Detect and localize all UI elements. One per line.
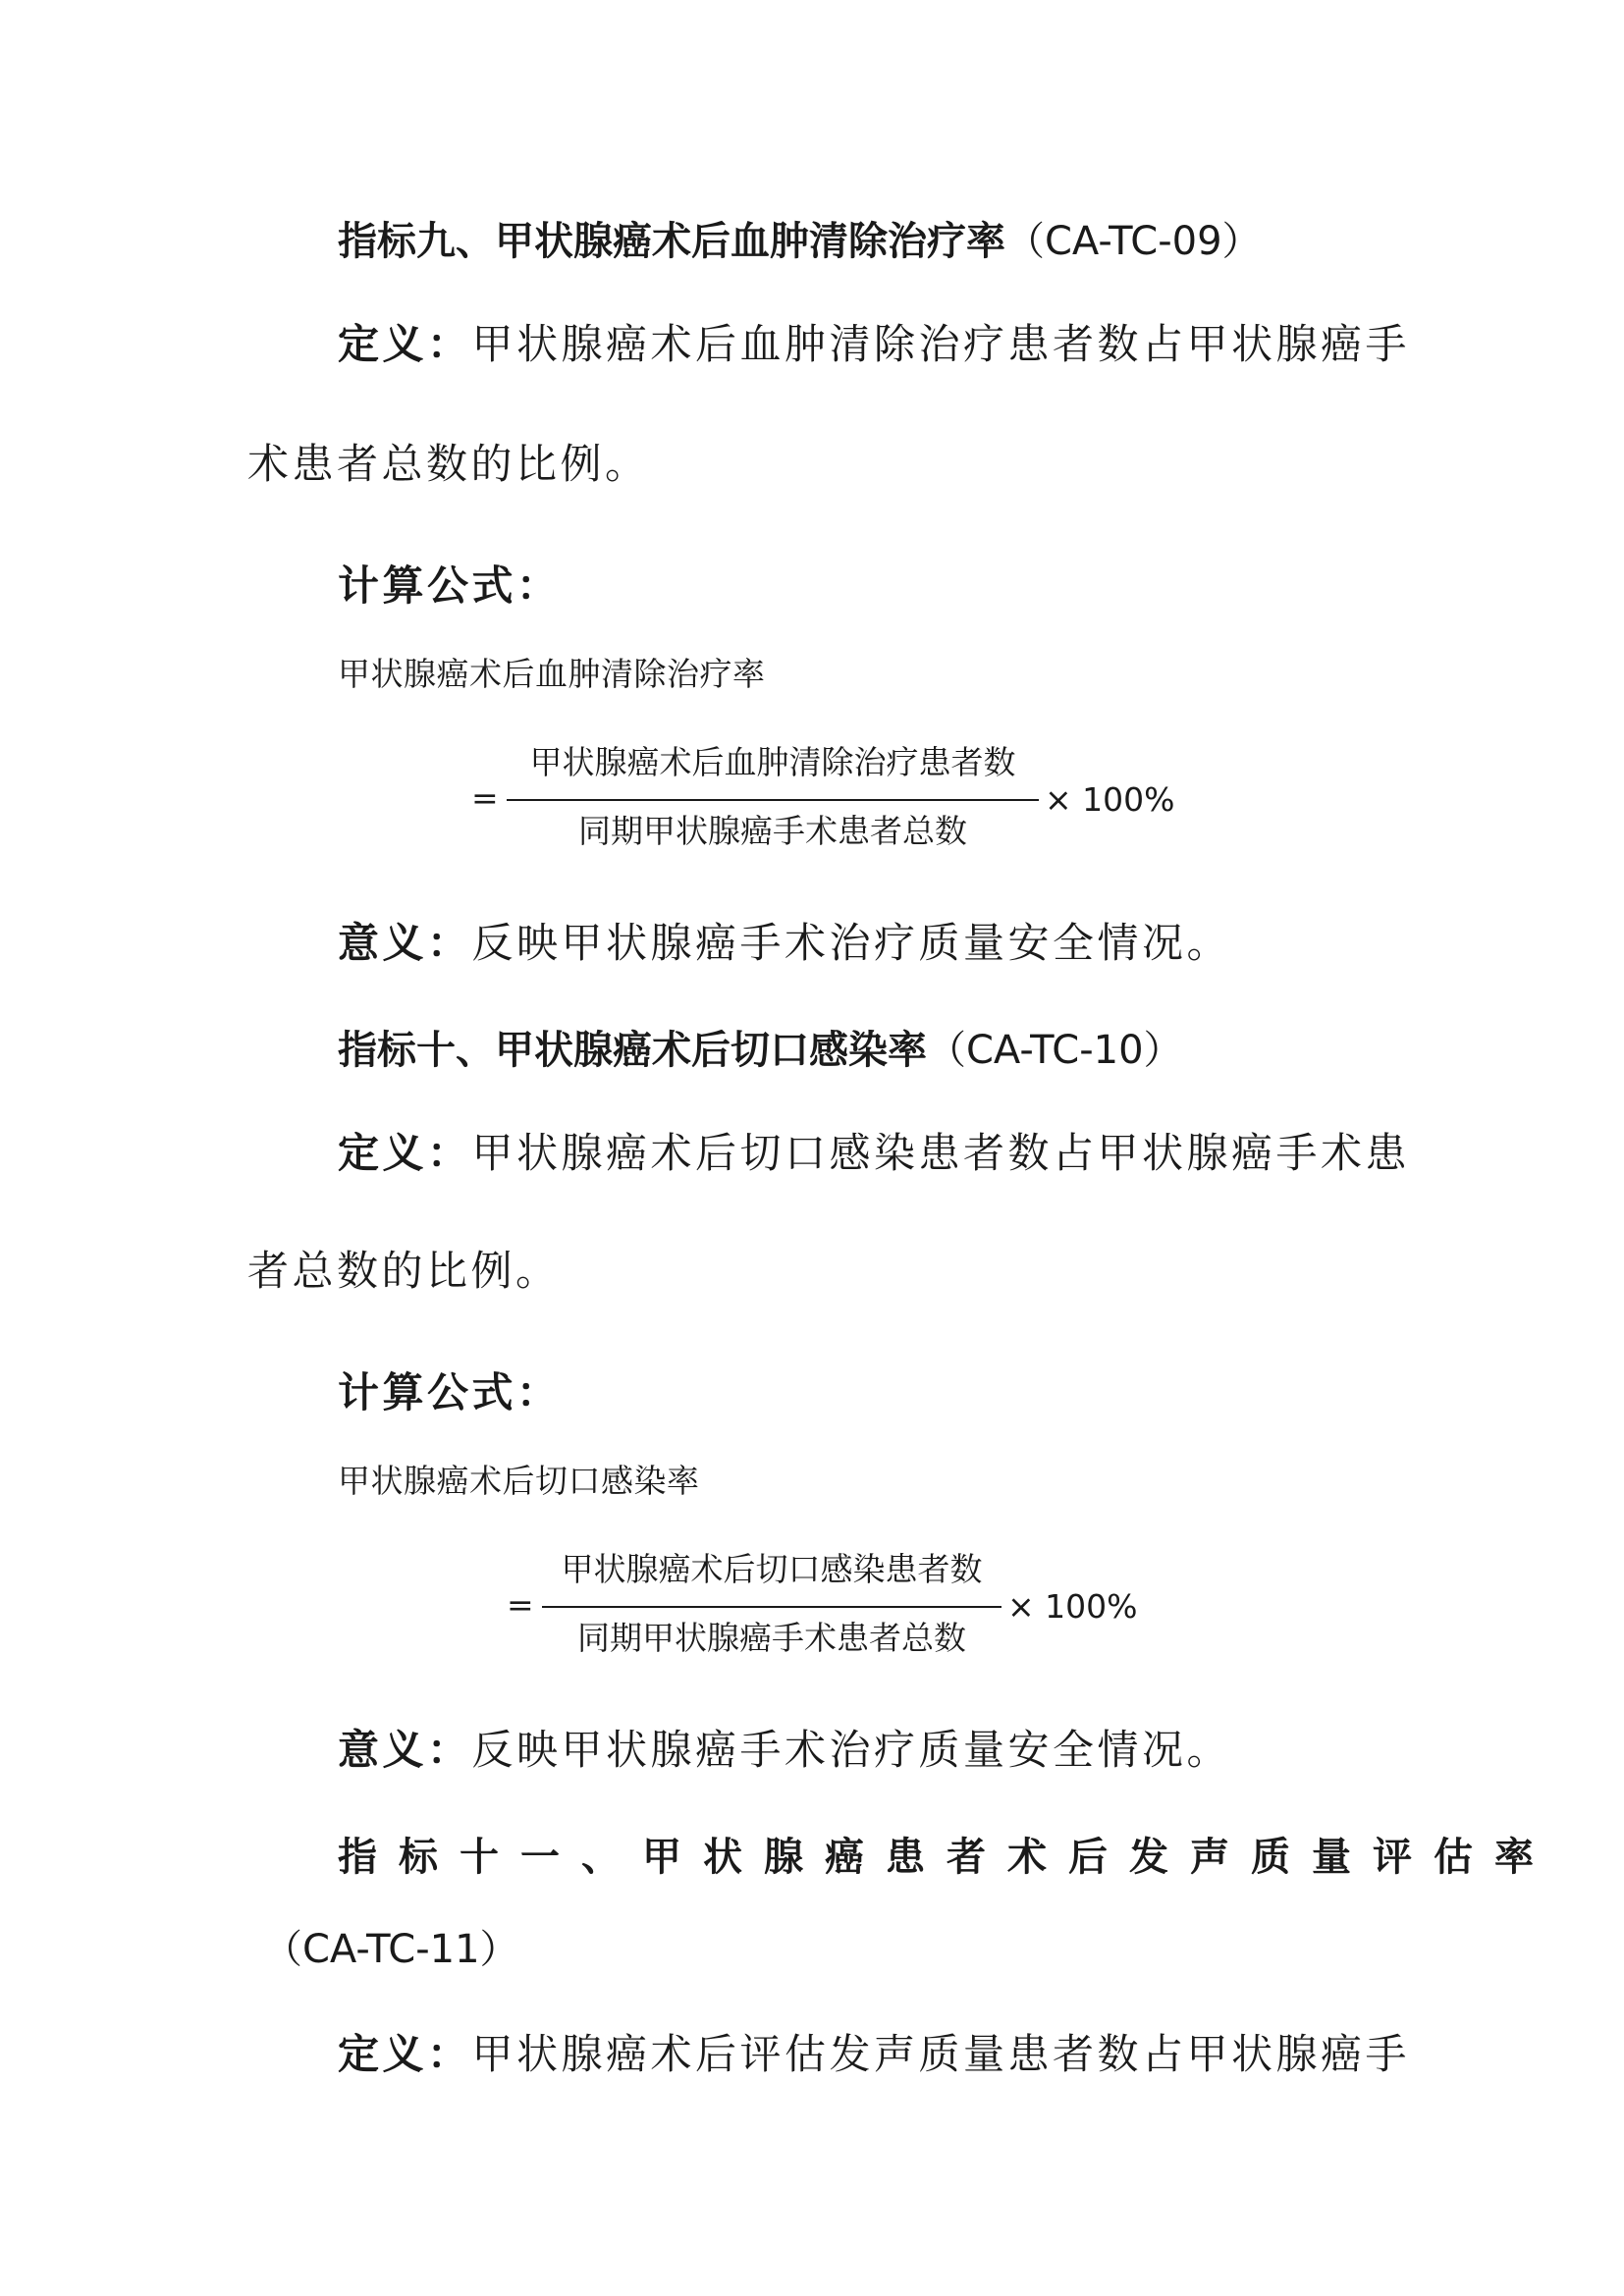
indicator-9-definition-line2: 术患者总数的比例。 bbox=[247, 440, 650, 488]
indicator-10-meaning: 意义：反映甲状腺癌手术治疗质量安全情况。 bbox=[338, 1726, 1232, 1774]
formula-denominator: 同期甲状腺癌手术患者总数 bbox=[577, 1619, 966, 1657]
indicator-9-definition-line1: 定义：甲状腺癌术后血肿清除治疗患者数占甲状腺癌手 bbox=[338, 320, 1411, 368]
indicator-10-definition-line2: 者总数的比例。 bbox=[247, 1247, 561, 1295]
indicator-11-definition-line1: 定义：甲状腺癌术后评估发声质量患者数占甲状腺癌手 bbox=[338, 2030, 1411, 2078]
multiplier: × 100% bbox=[1007, 1587, 1138, 1626]
fraction-bar bbox=[542, 1606, 1001, 1608]
fraction-bar bbox=[507, 799, 1039, 801]
indicator-9-heading: 指标九、甲状腺癌术后血肿清除治疗率（CA-TC-09） bbox=[338, 219, 1262, 264]
equals-sign: = bbox=[471, 778, 499, 817]
indicator-10-heading: 指标十、甲状腺癌术后切口感染率（CA-TC-10） bbox=[338, 1028, 1183, 1073]
indicator-10-formula-label: 计算公式： bbox=[338, 1368, 562, 1416]
formula-numerator: 甲状腺癌术后血肿清除治疗患者数 bbox=[529, 743, 1016, 781]
indicator-10-definition-line1: 定义：甲状腺癌术后切口感染患者数占甲状腺癌手术患 bbox=[338, 1129, 1411, 1177]
indicator-9-formula-name: 甲状腺癌术后血肿清除治疗率 bbox=[338, 655, 766, 693]
equals-sign: = bbox=[507, 1585, 534, 1624]
indicator-11-heading: 指标十一、甲状腺癌患者术后发声质量评估率 bbox=[338, 1835, 1555, 1880]
formula-numerator: 甲状腺癌术后切口感染患者数 bbox=[561, 1550, 983, 1588]
indicator-11-code: （CA-TC-11） bbox=[263, 1927, 519, 1972]
indicator-9-formula-label: 计算公式： bbox=[338, 561, 562, 610]
multiplier: × 100% bbox=[1045, 780, 1175, 819]
formula-denominator: 同期甲状腺癌手术患者总数 bbox=[578, 812, 967, 850]
indicator-9-meaning: 意义：反映甲状腺癌手术治疗质量安全情况。 bbox=[338, 919, 1232, 967]
indicator-10-formula-name: 甲状腺癌术后切口感染率 bbox=[338, 1462, 700, 1500]
